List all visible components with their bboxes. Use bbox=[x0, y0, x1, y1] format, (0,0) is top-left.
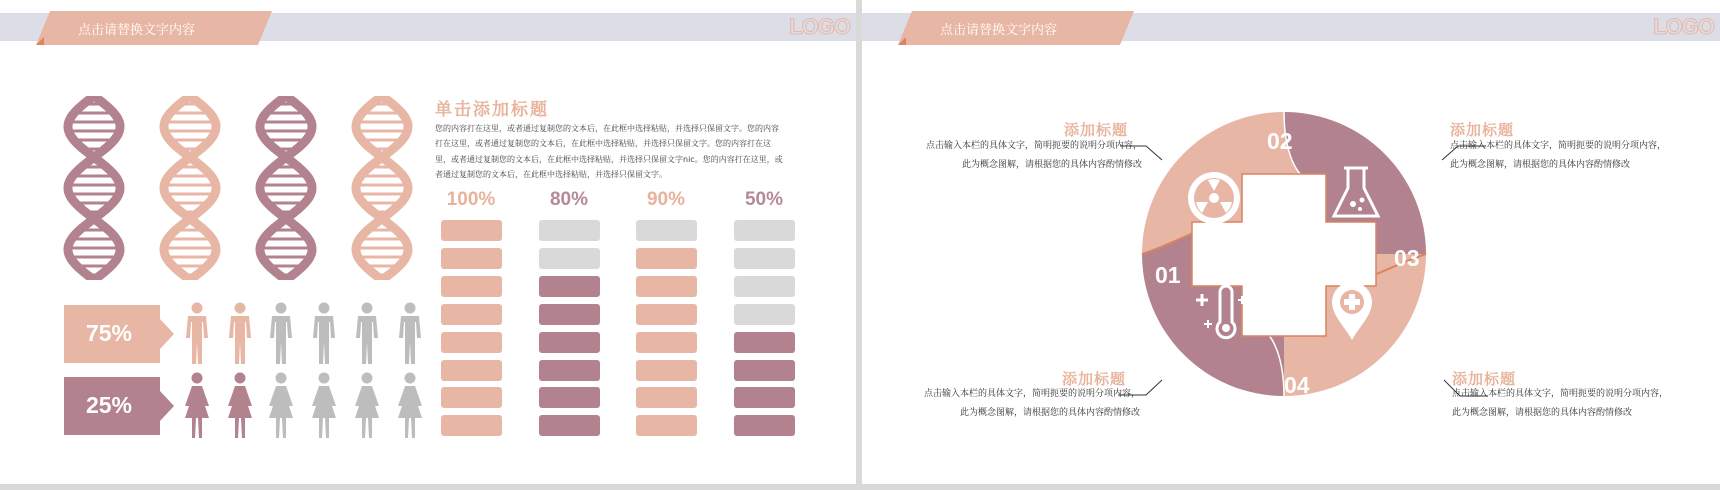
male-person-icon bbox=[185, 302, 209, 368]
female-person-icon bbox=[396, 372, 424, 442]
male-person-icon bbox=[312, 302, 336, 368]
feature-title: 添加标题 bbox=[1452, 370, 1517, 388]
percent-cell-filled bbox=[636, 415, 697, 436]
percent-label: 50% bbox=[744, 189, 784, 210]
percent-cell-empty bbox=[734, 304, 795, 325]
percent-cell-filled bbox=[441, 220, 502, 241]
percent-cell-filled bbox=[441, 415, 502, 436]
header-tab bbox=[36, 11, 272, 45]
percent-cell-filled bbox=[539, 415, 600, 436]
percent-label: 100% bbox=[446, 189, 496, 210]
female-person-icon bbox=[183, 372, 211, 442]
percent-cell-filled bbox=[636, 360, 697, 381]
percent-cell-filled bbox=[441, 387, 502, 408]
slide-right bbox=[862, 0, 1720, 484]
dna-icon bbox=[60, 96, 128, 280]
percent-cell-filled bbox=[539, 304, 600, 325]
percent-cell-empty bbox=[734, 276, 795, 297]
percent-cell-filled bbox=[539, 360, 600, 381]
percent-cell-filled bbox=[539, 332, 600, 353]
percent-cell-filled bbox=[441, 276, 502, 297]
stat-value: 75% bbox=[85, 320, 133, 346]
section-number: 04 bbox=[1284, 372, 1310, 398]
percent-cell-filled bbox=[734, 360, 795, 381]
block-paragraph: 您的内容打在这里，或者通过复制您的文本后，在此框中选择粘贴，并选择只保留文字。您的内容打在这里，或者通过复制您的文本后，在此框中选择粘贴，并选择只保留文字。您的内容打在这里，或者通过复制您的文本后，在此框中选择粘贴，并选择只保留文字nic。您的内容打在这里，或者通过复制您的文本后，在此框中选择粘贴，并选择只保留文字。 bbox=[435, 124, 783, 180]
percent-cell-filled bbox=[734, 415, 795, 436]
slide-left bbox=[0, 0, 856, 484]
percent-cell-empty bbox=[734, 248, 795, 269]
female-person-icon bbox=[353, 372, 381, 442]
percent-cell-empty bbox=[539, 248, 600, 269]
percent-cell-filled bbox=[441, 332, 502, 353]
percent-cell-filled bbox=[441, 304, 502, 325]
percent-label: 80% bbox=[549, 189, 589, 210]
section-number: 03 bbox=[1394, 245, 1420, 271]
header-tab-text: 点击请替换文字内容 bbox=[78, 23, 196, 38]
male-person-icon bbox=[228, 302, 252, 368]
male-person-icon bbox=[398, 302, 422, 368]
percent-cell-filled bbox=[734, 387, 795, 408]
dna-icon bbox=[156, 96, 224, 280]
header-tab-text: 点击请替换文字内容 bbox=[940, 23, 1058, 38]
stat-value: 25% bbox=[85, 392, 133, 418]
percent-cell-filled bbox=[441, 248, 502, 269]
stat-female bbox=[64, 377, 174, 435]
percent-cell-filled bbox=[636, 387, 697, 408]
logo: LOGO bbox=[1653, 14, 1714, 39]
female-person-icon bbox=[310, 372, 338, 442]
block-title: 单击添加标题 bbox=[435, 100, 549, 120]
male-person-icon bbox=[355, 302, 379, 368]
feature-title: 添加标题 bbox=[1064, 121, 1129, 139]
male-person-icon bbox=[269, 302, 293, 368]
percent-label: 90% bbox=[646, 189, 686, 210]
dna-icon bbox=[348, 96, 416, 280]
percent-cell-filled bbox=[636, 304, 697, 325]
percent-cell-empty bbox=[539, 220, 600, 241]
percent-cell-filled bbox=[734, 332, 795, 353]
female-person-icon bbox=[267, 372, 295, 442]
section-number: 02 bbox=[1267, 128, 1293, 154]
female-person-icon bbox=[226, 372, 254, 442]
feature-text: 点击输入本栏的具体文字，简明扼要的说明分项内容，此为概念图解，请根据您的具体内容酌情修改 bbox=[1450, 141, 1667, 170]
percent-cell-filled bbox=[539, 387, 600, 408]
feature-text: 点击输入本栏的具体文字，简明扼要的说明分项内容，此为概念图解，请根据您的具体内容酌情修改 bbox=[925, 141, 1142, 170]
percent-cell-filled bbox=[636, 276, 697, 297]
logo: LOGO bbox=[789, 14, 850, 39]
percent-cell-filled bbox=[539, 276, 600, 297]
percent-cell-empty bbox=[734, 220, 795, 241]
percent-cell-filled bbox=[636, 248, 697, 269]
feature-text: 点击输入本栏的具体文字，简明扼要的说明分项内容，此为概念图解，请根据您的具体内容酌情修改 bbox=[923, 389, 1140, 418]
percent-cell-filled bbox=[636, 332, 697, 353]
percent-cell-filled bbox=[441, 360, 502, 381]
section-number: 01 bbox=[1155, 262, 1181, 288]
stat-male bbox=[64, 305, 174, 363]
dna-icon bbox=[252, 96, 320, 280]
feature-title: 添加标题 bbox=[1062, 370, 1127, 388]
feature-title: 添加标题 bbox=[1450, 121, 1515, 139]
percent-cell-empty bbox=[636, 220, 697, 241]
feature-text: 点击输入本栏的具体文字，简明扼要的说明分项内容，此为概念图解，请根据您的具体内容酌情修改 bbox=[1452, 389, 1669, 418]
